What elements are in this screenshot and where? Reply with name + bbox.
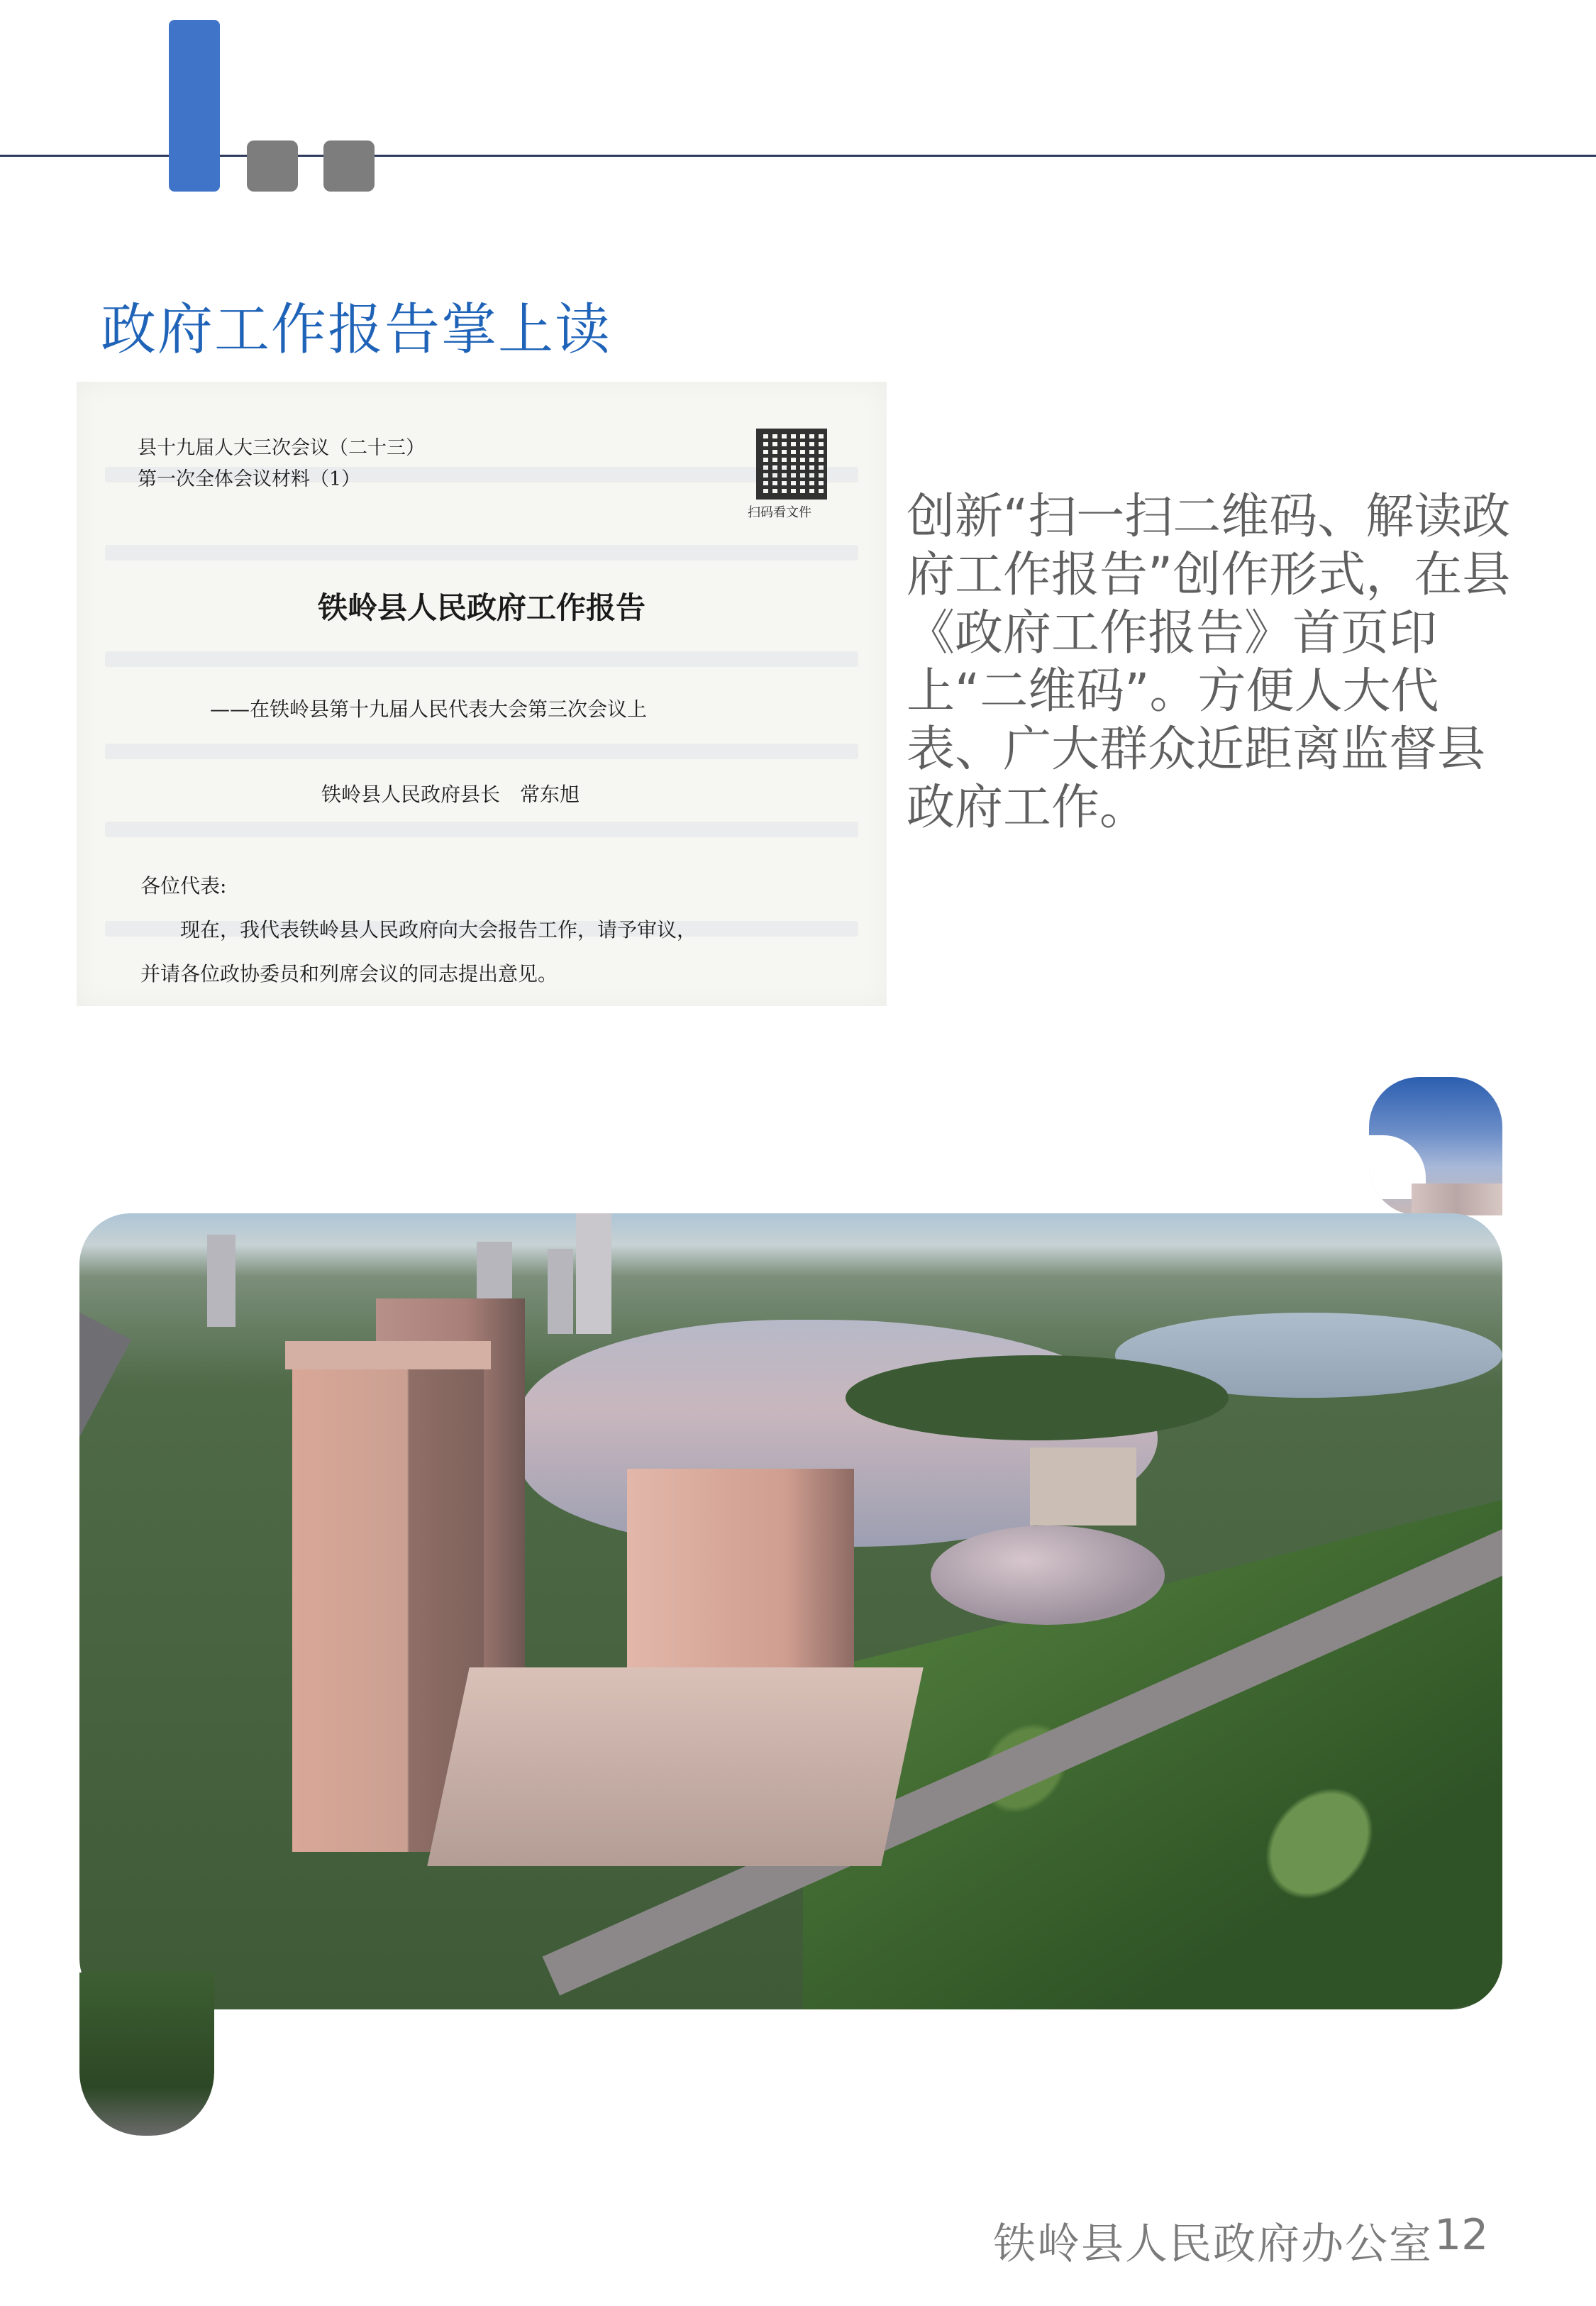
distant-building — [207, 1235, 235, 1327]
document-body — [140, 864, 697, 996]
decorative-blue-bar — [169, 20, 220, 192]
photo-strip — [79, 1973, 214, 2136]
bleed-through-text — [105, 651, 858, 667]
qr-label: 扫码看文件 — [748, 505, 811, 520]
report-cover-scan — [77, 382, 887, 1006]
bleed-through-text — [105, 822, 858, 837]
salutation: 各位代表: — [140, 874, 227, 898]
section-title: 政府工作报告掌上读 — [101, 298, 612, 362]
footer-office: 铁岭县人民政府办公室 — [993, 2219, 1433, 2269]
road — [79, 1300, 131, 2009]
distant-building — [576, 1213, 611, 1334]
villa — [1030, 1447, 1136, 1526]
page-number: 12 — [1434, 2210, 1489, 2260]
body-line: 现在，我代表铁岭县人民政府向大会报告工作，请予审议， — [140, 918, 697, 942]
caption-text: 创新“扫一扫二维码、解读政府工作报告”创作形式，在县《政府工作报告》首页印上“二维码”。方便人大代表、广大群众近距离监督县政府工作。 — [907, 489, 1511, 836]
document-title: 铁岭县人民政府工作报告 — [317, 590, 645, 625]
header-rule — [0, 155, 1596, 157]
material-line: 第一次全体会议材料（1） — [138, 468, 361, 490]
island — [846, 1355, 1229, 1440]
document-subtitle: ——在铁岭县第十九届人民代表大会第三次会议上 — [210, 697, 648, 721]
meeting-line: 县十九届人大三次会议（二十三） — [138, 437, 425, 459]
decorative-square — [247, 140, 298, 192]
domed-venue — [931, 1526, 1165, 1625]
bleed-through-text — [105, 545, 858, 561]
document-author: 铁岭县人民政府县长 常东旭 — [321, 783, 580, 806]
decorative-square — [323, 140, 375, 192]
podium-building — [427, 1667, 924, 1866]
bleed-through-text — [105, 744, 858, 759]
tower-roof — [285, 1341, 491, 1369]
skyline — [1412, 1184, 1502, 1215]
photo-tab — [1369, 1077, 1502, 1215]
aerial-government-complex-photo — [79, 1213, 1502, 2009]
distant-building — [548, 1249, 573, 1334]
document-header — [138, 433, 425, 495]
body-line: 并请各位政协委员和列席会议的同志提出意见。 — [140, 962, 558, 986]
qr-code-icon — [756, 429, 827, 500]
